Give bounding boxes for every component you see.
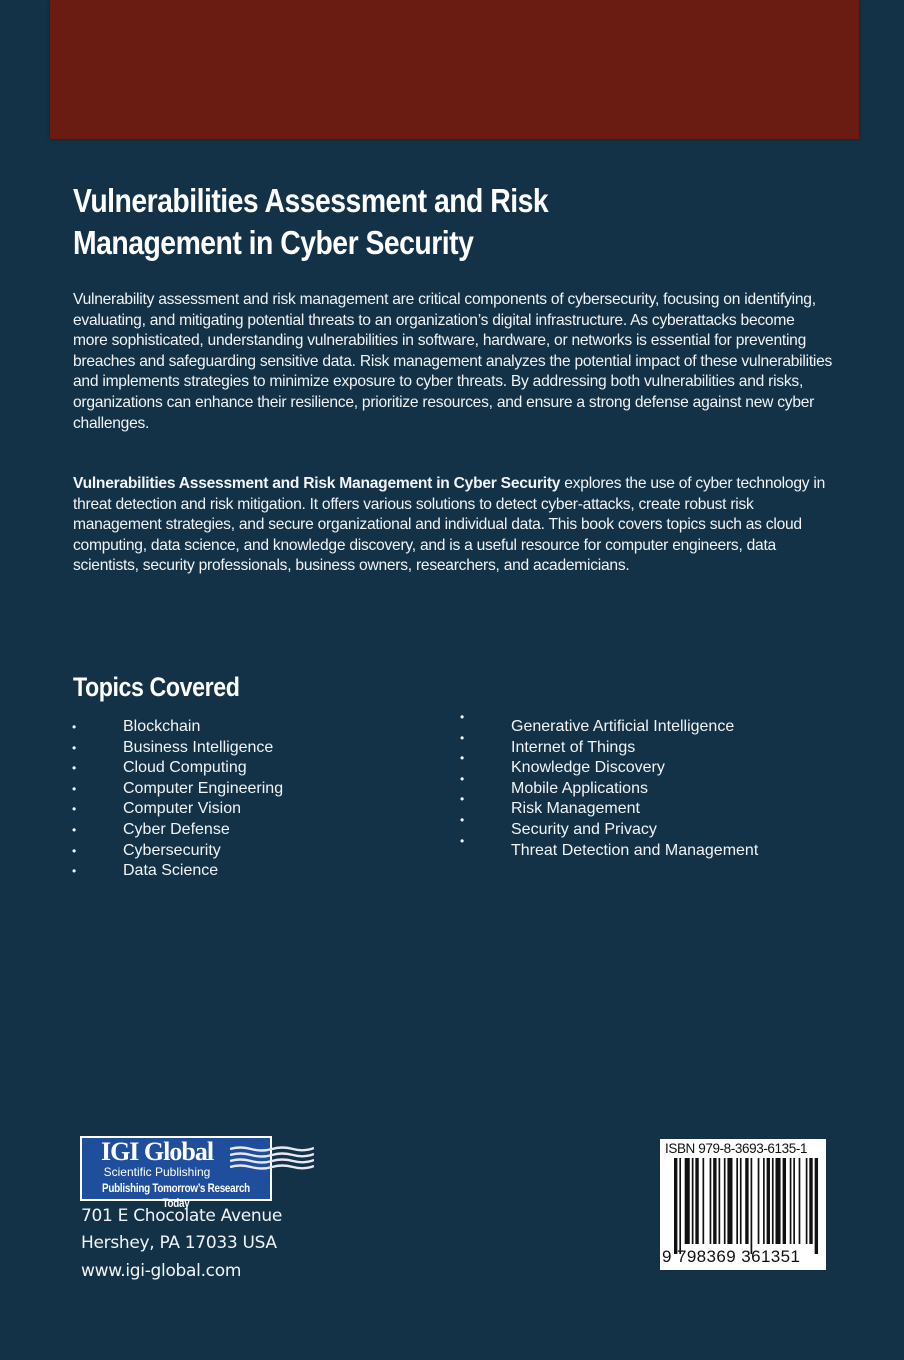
- barcode-digits: 9 798369 361351: [662, 1247, 801, 1266]
- topic-label: Computer Vision: [123, 800, 241, 818]
- bullet-icon: •: [460, 812, 465, 827]
- topic-item: [460, 833, 759, 862]
- topic-label: Blockchain: [123, 718, 201, 735]
- topic-item: [460, 710, 758, 738]
- topics-list-right: [460, 710, 759, 861]
- bullet-icon: •: [460, 771, 465, 786]
- bullet-icon: •: [72, 720, 77, 734]
- topic-item: [460, 751, 758, 779]
- topic-item: [72, 841, 283, 862]
- isbn-barcode: [660, 1139, 826, 1270]
- bullet-icon: •: [72, 822, 77, 837]
- topic-label: Cyber Defense: [123, 820, 230, 838]
- topic-label: Cybersecurity: [123, 841, 221, 859]
- topics-heading: Topics Covered: [73, 672, 240, 702]
- publisher-logo-subtitle: Scientific Publishing: [103, 1165, 211, 1179]
- publisher-logo-name: IGI Global: [100, 1137, 214, 1166]
- topic-item: [72, 779, 283, 800]
- topic-label: Generative Artificial Intelligence: [511, 718, 735, 735]
- bullet-icon: •: [460, 710, 465, 724]
- bullet-icon: •: [460, 833, 465, 848]
- topic-item: [460, 792, 758, 820]
- bullet-icon: •: [460, 751, 465, 766]
- topic-label: Mobile Applications: [511, 779, 648, 797]
- topics-list-left: [72, 717, 283, 882]
- publisher-website: www.igi-global.com: [81, 1261, 242, 1281]
- topic-label: Knowledge Discovery: [511, 759, 665, 777]
- book-title: [73, 180, 778, 264]
- bullet-icon: •: [72, 781, 77, 796]
- topic-label: Data Science: [123, 862, 219, 880]
- topic-item: [72, 717, 283, 738]
- topic-label: Computer Engineering: [123, 779, 284, 797]
- isbn-label: ISBN 979-8-3693-6135-1: [665, 1141, 808, 1156]
- bullet-icon: •: [72, 864, 77, 879]
- topic-item: [72, 861, 283, 882]
- topic-item: [460, 730, 758, 759]
- bullet-icon: •: [460, 792, 465, 807]
- book-title-line-1: Vulnerabilities Assessment and Risk: [73, 182, 549, 219]
- topic-label: Security and Privacy: [511, 820, 657, 838]
- topic-item: [72, 820, 283, 841]
- bullet-icon: •: [72, 740, 77, 755]
- bullet-icon: •: [460, 730, 465, 745]
- topic-item: [460, 771, 758, 800]
- topic-item: [72, 738, 283, 759]
- topic-item: [460, 812, 758, 841]
- bullet-icon: •: [72, 761, 77, 776]
- cover-color-band: [50, 0, 859, 139]
- topic-label: Business Intelligence: [123, 738, 274, 756]
- barcode-icon: [674, 1158, 820, 1254]
- topic-label: Threat Detection and Management: [511, 841, 759, 859]
- topic-item: [72, 799, 283, 820]
- description-paragraph-2: [73, 474, 833, 577]
- description-text: explores the use of cyber technology in threat detection and risk mitigation. It offers various solutions to detect cyber-attacks, create robust risk management strategies, and secure organizational and individual data. This book covers topics such as cloud computing, data science, and knowledge discovery, and is a useful resource for computer engineers, data scientists, security professionals, business owners, researchers, and academicians.: [73, 475, 826, 575]
- bullet-icon: •: [72, 802, 77, 817]
- topic-item: [72, 758, 283, 779]
- description-paragraph-1: Vulnerability assessment and risk management are critical components of cybersecurity, focusing on identifying, evaluating, and mitigating potential threats to an organization’s digital infrastructure. As cyberattacks become more sophisticated, understanding vulnerabilities in software, hardware, or networks is essential for preventing breaches and safeguarding sensitive data. Risk management analyzes the potential impact of these vulnerabilities and implements strategies to minimize exposure to cyber threats. By addressing both vulnerabilities and risks, organizations can enhance their resilience, prioritize resources, and ensure a strong defense against new cyber challenges.: [73, 291, 833, 432]
- topic-label: Internet of Things: [511, 738, 636, 756]
- book-title-line-2: Management in Cyber Security: [73, 224, 474, 261]
- waving-flag-lines-icon: [230, 1144, 314, 1170]
- description-book-title: Vulnerabilities Assessment and Risk Management in Cyber Security: [73, 475, 561, 492]
- publisher-address-street: 701 E Chocolate Avenue: [81, 1206, 283, 1226]
- bullet-icon: •: [72, 843, 77, 858]
- topic-label: Risk Management: [511, 800, 640, 818]
- topic-label: Cloud Computing: [123, 759, 247, 777]
- publisher-logo-tagline: Publishing Tomorrow’s Research Today: [102, 1181, 250, 1210]
- publisher-address-city: Hershey, PA 17033 USA: [81, 1233, 277, 1253]
